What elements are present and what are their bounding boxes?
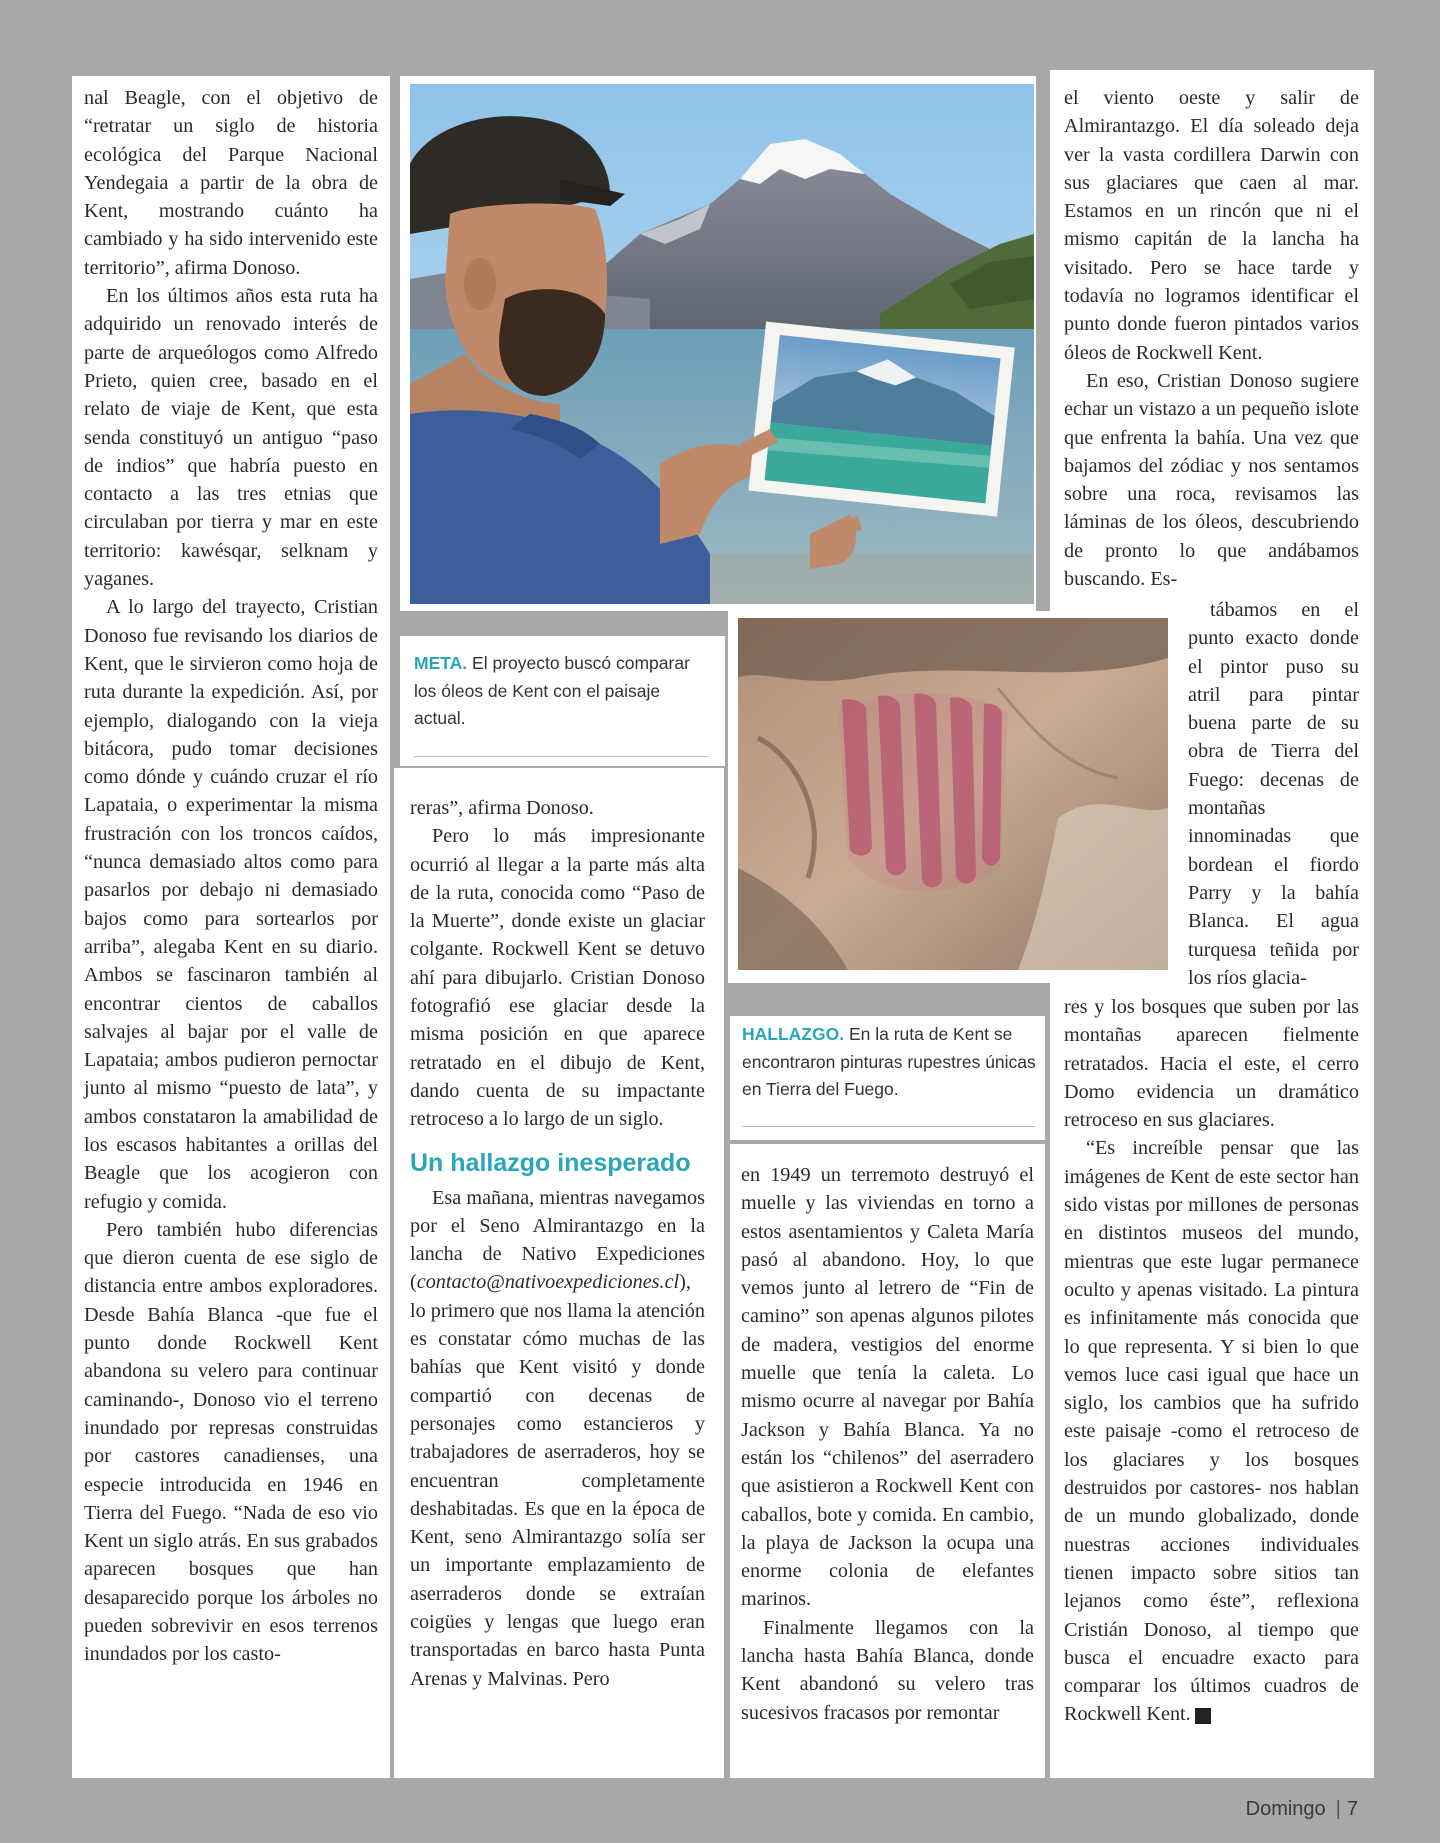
paragraph: Finalmente llegamos con la lancha hasta Bahía Blanca, donde Kent abandonó su velero tras sucesivos fracasos por remontar bbox=[741, 1616, 1034, 1724]
paragraph: res y los bosques que suben por las montañas aparecen fielmente retratados. Hacia el este, el cerro Domo evidencia un dramático retroceso en sus glaciares. bbox=[1064, 996, 1359, 1132]
email-address: contacto@nativoexpediciones.cl bbox=[416, 1271, 680, 1294]
page-number: 7 bbox=[1346, 1798, 1358, 1820]
photo-rock-art bbox=[738, 618, 1168, 970]
paragraph-text: Esa mañana, mientras navegamos por el Seno Almirantazgo en la lancha de Nativo Expediciones ( bbox=[410, 1186, 705, 1294]
caption-divider bbox=[414, 756, 708, 757]
paragraph-text: ), lo primero que nos llama la atención es constatar cómo muchas de las bahías que Kent visitó y donde compartió con decenas de personajes como estancieros y trabajadores de aserraderos, hoy se encuentran completamente deshabitadas. Es que en la época de Kent, seno Almirantazgo solía ser un importante emplazamiento de aserraderos donde se extraían coigües y lengas que luego eran transportadas en barco hasta Punta Arenas y Malvinas. Pero bbox=[410, 1271, 705, 1690]
caption-divider bbox=[742, 1126, 1035, 1127]
hallazgo-caption bbox=[742, 1021, 1036, 1104]
paragraph: reras”, afirma Donoso. bbox=[410, 797, 594, 819]
paragraph-text: “Es increíble pensar que las imágenes de Kent de este sector han sido vistas por millones de personas en distintos museos del mundo, mientras que este lugar permanece oculto y apenas visitado. La pintura es infinitamente más conocida que lo que representa. Y si bien lo que vemos luce casi igual que hace un siglo, los cambios que ha sufrido este paisaje -como el retroceso de los glaciares y los bosques destruidos por castores- nos hablan de un mundo globalizado, donde nuestras acciones individuales tienen impacto sobre sitios tan lejanos como éste”, reflexiona Cristián Donoso, al tiempo que busca el encuadre exacto para comparar los últimos cuadros de Rockwell Kent. bbox=[1064, 1137, 1359, 1726]
caption-tag: META. bbox=[414, 653, 468, 673]
page-footer bbox=[1246, 1798, 1358, 1821]
paragraph bbox=[1064, 1134, 1359, 1728]
meta-caption bbox=[414, 650, 710, 733]
paragraph: el viento oeste y salir de Almirantazgo. El día soleado deja ver la vasta cordillera Darwin con sus glaciares que caen al mar. Estamos en un rincón que ni el mismo capitán de la lancha ha visitado. Pero se hace tarde y todavía no logramos identificar el punto donde fueron pintados varios óleos de Rockwell Kent. bbox=[1064, 87, 1359, 364]
caption-tag: HALLAZGO. bbox=[742, 1024, 845, 1044]
paragraph: A lo largo del trayecto, Cristian Donoso fue revisando los diarios de Kent, que le sirvieron como hoja de ruta durante la expedición. Así, por ejemplo, dialogando con la vieja bitácora, pudo tomar decisiones como dónde y cuándo cruzar el río Lapataia, o experimentar la misma frustración con los troncos caídos, “nunca demasiado altos como para pasarlos por debajo ni demasiado bajos como para sortearlos por arriba”, alegaba Kent en su diario. Ambos se fascinaron también al encontrar cientos de caballos salvajes al bajar por el valle de Lapataia; ambos pudieron pernoctar junto al mismo “puesto de lata”, y ambos constataron la amabilidad de los escasos habitantes a orillas del Beagle que los acogieron con refugio y comida. bbox=[84, 596, 378, 1213]
photo-man-holding-painting bbox=[410, 84, 1034, 604]
paragraph-continued: tábamos en el punto exacto donde el pintor puso su atril para pintar buena parte de su obra de Tierra del Fuego: decenas de montañas innominadas que bordean el fiordo Parry y la bahía Blanca. El agua turquesa teñida por los ríos glacia- bbox=[1188, 599, 1359, 989]
paragraph: En eso, Cristian Donoso sugiere echar un vistazo a un pequeño islote que enfrenta la bahía. Una vez que bajamos del zódiac y nos sentamos sobre una roca, revisamos las láminas de los óleos, descubriendo de pronto lo que andábamos buscando. Es- bbox=[1064, 369, 1359, 591]
section-heading: Un hallazgo inesperado bbox=[410, 1148, 691, 1177]
magazine-name: Domingo bbox=[1245, 1798, 1326, 1820]
paragraph bbox=[410, 1184, 705, 1693]
column-4-text-bottom bbox=[1064, 993, 1359, 1729]
column-1-text bbox=[84, 84, 378, 1669]
column-3-text bbox=[741, 1161, 1034, 1727]
paragraph: en 1949 un terremoto destruyó el muelle y las viviendas en torno a estos asentamientos y Caleta María pasó al abandono. Hoy, lo que vemos junto al letrero de “Fin de camino” son apenas algunos pilotes de madera, vestigios del enorme muelle que tenía la caleta. Lo mismo ocurre al navegar por Bahía Jackson y Bahía Blanca. Ya no están los “chilenos” del aserradero que asistieron a Rockwell Kent con caballos, bote y comida. En cambio, la playa de Jackson la ocupa una enorme colonia de elefantes marinos. bbox=[741, 1164, 1034, 1611]
end-mark-icon: D bbox=[1195, 1708, 1211, 1724]
footer-separator: | bbox=[1335, 1798, 1341, 1820]
column-4-text-top bbox=[1064, 84, 1359, 593]
caption-text: En la ruta de Kent se encontraron pinturas rupestres únicas en Tierra del Fuego. bbox=[742, 1024, 1036, 1099]
paragraph: nal Beagle, con el objetivo de “retratar un siglo de historia ecológica del Parque Nacional Yendegaia a partir de la obra de Kent, mostrando cuánto ha cambiado y ha sido intervenido este territorio”, afirma Donoso. bbox=[84, 87, 378, 279]
caption-text: El proyecto buscó comparar los óleos de Kent con el paisaje actual. bbox=[414, 653, 690, 728]
paragraph: Pero también hubo diferencias que dieron cuenta de ese siglo de distancia entre ambos exploradores. Desde Bahía Blanca -que fue el punto donde Rockwell Kent abandona su velero para continuar caminando-, Donoso vio el terreno inundado por represas construidas por castores canadienses, una especie introducida en 1946 en Tierra del Fuego. “Nada de eso vio Kent un siglo atrás. En sus grabados aparecen bosques que han desaparecido porque los árboles no pueden sobrevivir en esos terrenos inundados por los casto- bbox=[84, 1218, 378, 1666]
column-2-text bbox=[410, 794, 705, 1693]
paragraph: Pero lo más impresionante ocurrió al llegar a la parte más alta de la ruta, conocida como “Paso de la Muerte”, donde existe un glaciar colgante. Rockwell Kent se detuvo ahí para dibujarlo. Cristian Donoso fotografió ese glaciar desde la misma posición en que aparece retratado en el dibujo de Kent, dando cuenta de su impactante retroceso a lo largo de un siglo. bbox=[410, 825, 705, 1131]
paragraph: En los últimos años esta ruta ha adquirido un renovado interés de parte de arqueólogos como Alfredo Prieto, quien cree, basado en el relato de viaje de Kent, que esta senda constituyó un antiguo “paso de indios” que habría puesto en contacto a las tres etnias que circulaban por tierra y mar en este territorio: kawésqar, selknam y yaganes. bbox=[84, 285, 378, 591]
column-4-text-wrap bbox=[1188, 596, 1359, 992]
